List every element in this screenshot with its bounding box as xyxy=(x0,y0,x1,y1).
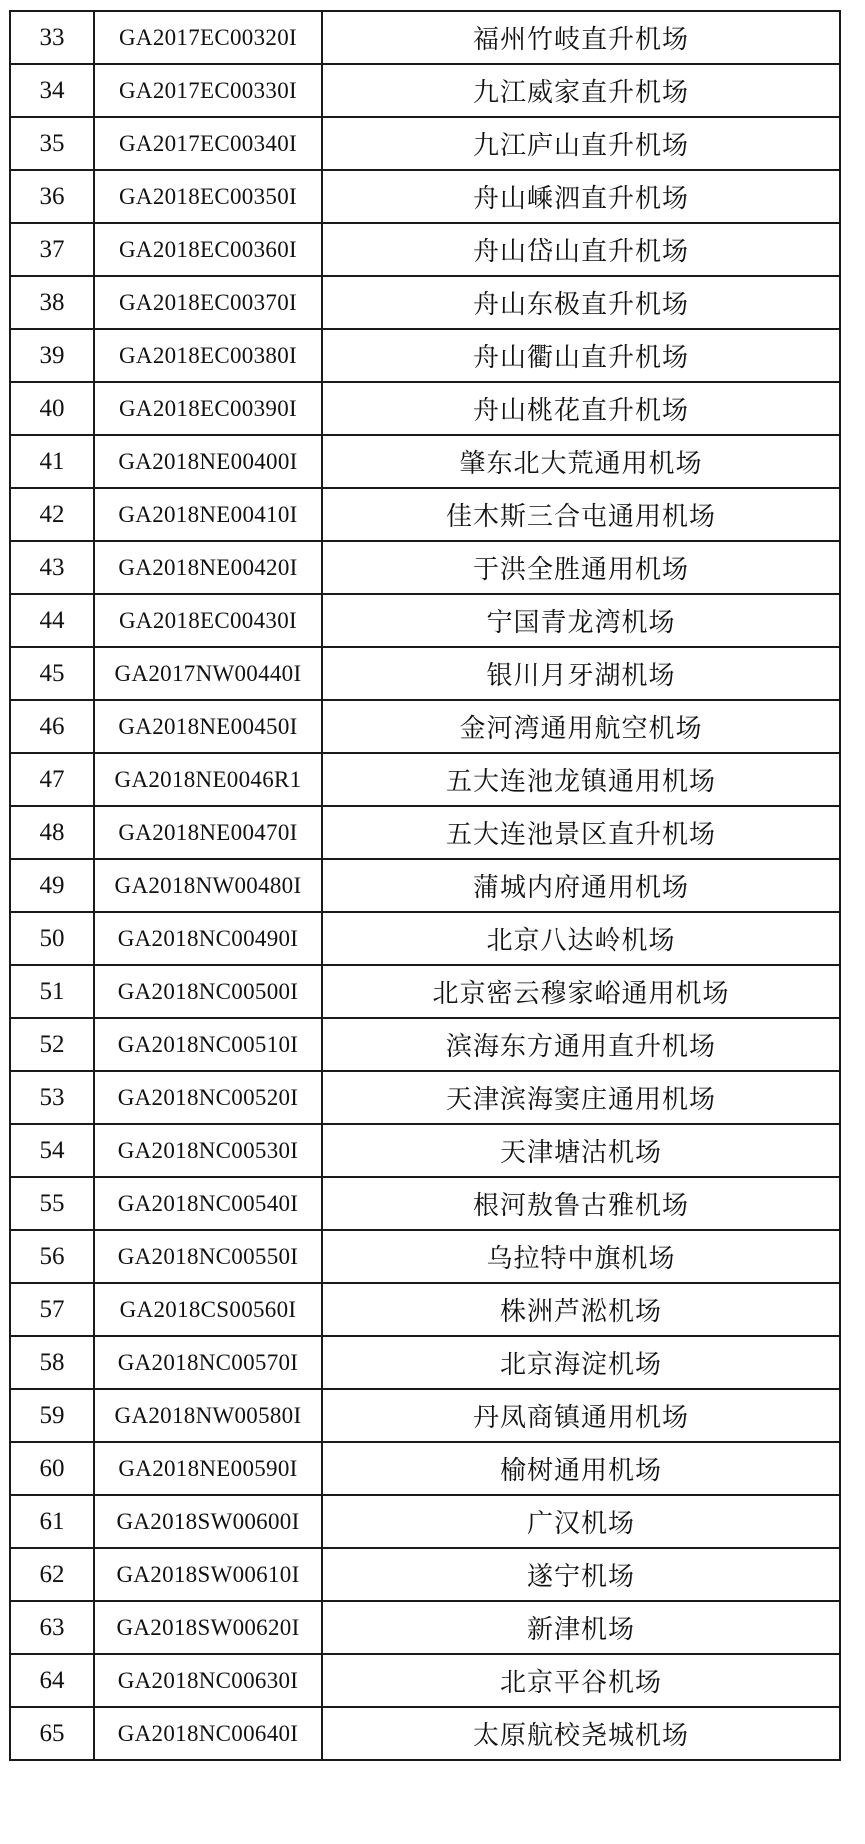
airport-code: GA2018EC00370I xyxy=(94,276,322,329)
airport-code: GA2018NE00470I xyxy=(94,806,322,859)
airport-name: 于洪全胜通用机场 xyxy=(322,541,840,594)
airport-name: 乌拉特中旗机场 xyxy=(322,1230,840,1283)
table-body xyxy=(10,11,840,1760)
airport-name: 遂宁机场 xyxy=(322,1548,840,1601)
airport-code: GA2018NC00500I xyxy=(94,965,322,1018)
table-row xyxy=(10,1389,840,1442)
airport-code: GA2018NW00580I xyxy=(94,1389,322,1442)
table-row xyxy=(10,1601,840,1654)
table-row xyxy=(10,1548,840,1601)
airport-name: 滨海东方通用直升机场 xyxy=(322,1018,840,1071)
row-number: 37 xyxy=(10,223,94,276)
row-number: 44 xyxy=(10,594,94,647)
airport-name: 蒲城内府通用机场 xyxy=(322,859,840,912)
airport-code: GA2017EC00340I xyxy=(94,117,322,170)
table-row xyxy=(10,11,840,64)
airport-code: GA2018SW00620I xyxy=(94,1601,322,1654)
table-row xyxy=(10,1018,840,1071)
airport-code: GA2017EC00320I xyxy=(94,11,322,64)
airport-code: GA2018NC00540I xyxy=(94,1177,322,1230)
airport-name: 舟山嵊泗直升机场 xyxy=(322,170,840,223)
airport-name: 北京平谷机场 xyxy=(322,1654,840,1707)
airport-code: GA2018NC00550I xyxy=(94,1230,322,1283)
airport-table xyxy=(9,10,841,1761)
table-row xyxy=(10,1495,840,1548)
airport-code: GA2018SW00600I xyxy=(94,1495,322,1548)
airport-name: 舟山东极直升机场 xyxy=(322,276,840,329)
airport-code: GA2018SW00610I xyxy=(94,1548,322,1601)
row-number: 61 xyxy=(10,1495,94,1548)
airport-name: 北京八达岭机场 xyxy=(322,912,840,965)
row-number: 42 xyxy=(10,488,94,541)
airport-code: GA2018NC00640I xyxy=(94,1707,322,1760)
table-row xyxy=(10,594,840,647)
row-number: 41 xyxy=(10,435,94,488)
airport-code: GA2018NC00630I xyxy=(94,1654,322,1707)
table-row xyxy=(10,329,840,382)
airport-name: 太原航校尧城机场 xyxy=(322,1707,840,1760)
table-row xyxy=(10,1707,840,1760)
airport-name: 福州竹岐直升机场 xyxy=(322,11,840,64)
airport-code: GA2018EC00430I xyxy=(94,594,322,647)
row-number: 38 xyxy=(10,276,94,329)
table-row xyxy=(10,1230,840,1283)
airport-name: 天津滨海窦庄通用机场 xyxy=(322,1071,840,1124)
row-number: 47 xyxy=(10,753,94,806)
row-number: 59 xyxy=(10,1389,94,1442)
table-row xyxy=(10,806,840,859)
airport-code: GA2018NE00400I xyxy=(94,435,322,488)
row-number: 48 xyxy=(10,806,94,859)
row-number: 43 xyxy=(10,541,94,594)
airport-name: 五大连池景区直升机场 xyxy=(322,806,840,859)
airport-name: 九江庐山直升机场 xyxy=(322,117,840,170)
airport-name: 舟山岱山直升机场 xyxy=(322,223,840,276)
airport-code: GA2018EC00360I xyxy=(94,223,322,276)
table-row xyxy=(10,223,840,276)
row-number: 65 xyxy=(10,1707,94,1760)
table-row xyxy=(10,1177,840,1230)
airport-name: 五大连池龙镇通用机场 xyxy=(322,753,840,806)
table-row xyxy=(10,1283,840,1336)
row-number: 51 xyxy=(10,965,94,1018)
row-number: 60 xyxy=(10,1442,94,1495)
airport-name: 天津塘沽机场 xyxy=(322,1124,840,1177)
airport-code: GA2018NC00510I xyxy=(94,1018,322,1071)
airport-name: 银川月牙湖机场 xyxy=(322,647,840,700)
table-row xyxy=(10,1442,840,1495)
table-row xyxy=(10,1654,840,1707)
row-number: 45 xyxy=(10,647,94,700)
row-number: 40 xyxy=(10,382,94,435)
airport-name: 北京海淀机场 xyxy=(322,1336,840,1389)
row-number: 33 xyxy=(10,11,94,64)
table-row xyxy=(10,170,840,223)
table-row xyxy=(10,965,840,1018)
table-row xyxy=(10,1336,840,1389)
row-number: 57 xyxy=(10,1283,94,1336)
table-row xyxy=(10,859,840,912)
row-number: 39 xyxy=(10,329,94,382)
row-number: 55 xyxy=(10,1177,94,1230)
table-row xyxy=(10,382,840,435)
airport-name: 新津机场 xyxy=(322,1601,840,1654)
airport-name: 丹凤商镇通用机场 xyxy=(322,1389,840,1442)
airport-name: 宁国青龙湾机场 xyxy=(322,594,840,647)
table-row xyxy=(10,1124,840,1177)
airport-name: 九江威家直升机场 xyxy=(322,64,840,117)
airport-code: GA2018NE00420I xyxy=(94,541,322,594)
table-row xyxy=(10,276,840,329)
airport-code: GA2018CS00560I xyxy=(94,1283,322,1336)
row-number: 62 xyxy=(10,1548,94,1601)
row-number: 64 xyxy=(10,1654,94,1707)
row-number: 49 xyxy=(10,859,94,912)
airport-code: GA2018NW00480I xyxy=(94,859,322,912)
airport-name: 根河敖鲁古雅机场 xyxy=(322,1177,840,1230)
airport-name: 肇东北大荒通用机场 xyxy=(322,435,840,488)
airport-name: 金河湾通用航空机场 xyxy=(322,700,840,753)
table-row xyxy=(10,700,840,753)
table-row xyxy=(10,1071,840,1124)
airport-code: GA2017NW00440I xyxy=(94,647,322,700)
airport-name: 榆树通用机场 xyxy=(322,1442,840,1495)
airport-code: GA2018EC00380I xyxy=(94,329,322,382)
table-row xyxy=(10,64,840,117)
table-row xyxy=(10,912,840,965)
airport-code: GA2018EC00390I xyxy=(94,382,322,435)
airport-code: GA2018NC00570I xyxy=(94,1336,322,1389)
airport-name: 株洲芦淞机场 xyxy=(322,1283,840,1336)
airport-name: 舟山桃花直升机场 xyxy=(322,382,840,435)
airport-code: GA2018NC00490I xyxy=(94,912,322,965)
airport-code: GA2018NE00450I xyxy=(94,700,322,753)
row-number: 50 xyxy=(10,912,94,965)
row-number: 52 xyxy=(10,1018,94,1071)
table-row xyxy=(10,647,840,700)
row-number: 56 xyxy=(10,1230,94,1283)
table-row xyxy=(10,541,840,594)
airport-code: GA2017EC00330I xyxy=(94,64,322,117)
row-number: 58 xyxy=(10,1336,94,1389)
table-row xyxy=(10,435,840,488)
airport-code: GA2018EC00350I xyxy=(94,170,322,223)
row-number: 53 xyxy=(10,1071,94,1124)
table-row xyxy=(10,117,840,170)
airport-name: 佳木斯三合屯通用机场 xyxy=(322,488,840,541)
row-number: 35 xyxy=(10,117,94,170)
airport-name: 北京密云穆家峪通用机场 xyxy=(322,965,840,1018)
airport-name: 舟山衢山直升机场 xyxy=(322,329,840,382)
row-number: 54 xyxy=(10,1124,94,1177)
airport-code: GA2018NE0046R1 xyxy=(94,753,322,806)
row-number: 46 xyxy=(10,700,94,753)
airport-code: GA2018NC00530I xyxy=(94,1124,322,1177)
airport-code: GA2018NE00410I xyxy=(94,488,322,541)
row-number: 36 xyxy=(10,170,94,223)
airport-code: GA2018NC00520I xyxy=(94,1071,322,1124)
airport-name: 广汉机场 xyxy=(322,1495,840,1548)
table-row xyxy=(10,488,840,541)
table-row xyxy=(10,753,840,806)
airport-code: GA2018NE00590I xyxy=(94,1442,322,1495)
row-number: 63 xyxy=(10,1601,94,1654)
row-number: 34 xyxy=(10,64,94,117)
